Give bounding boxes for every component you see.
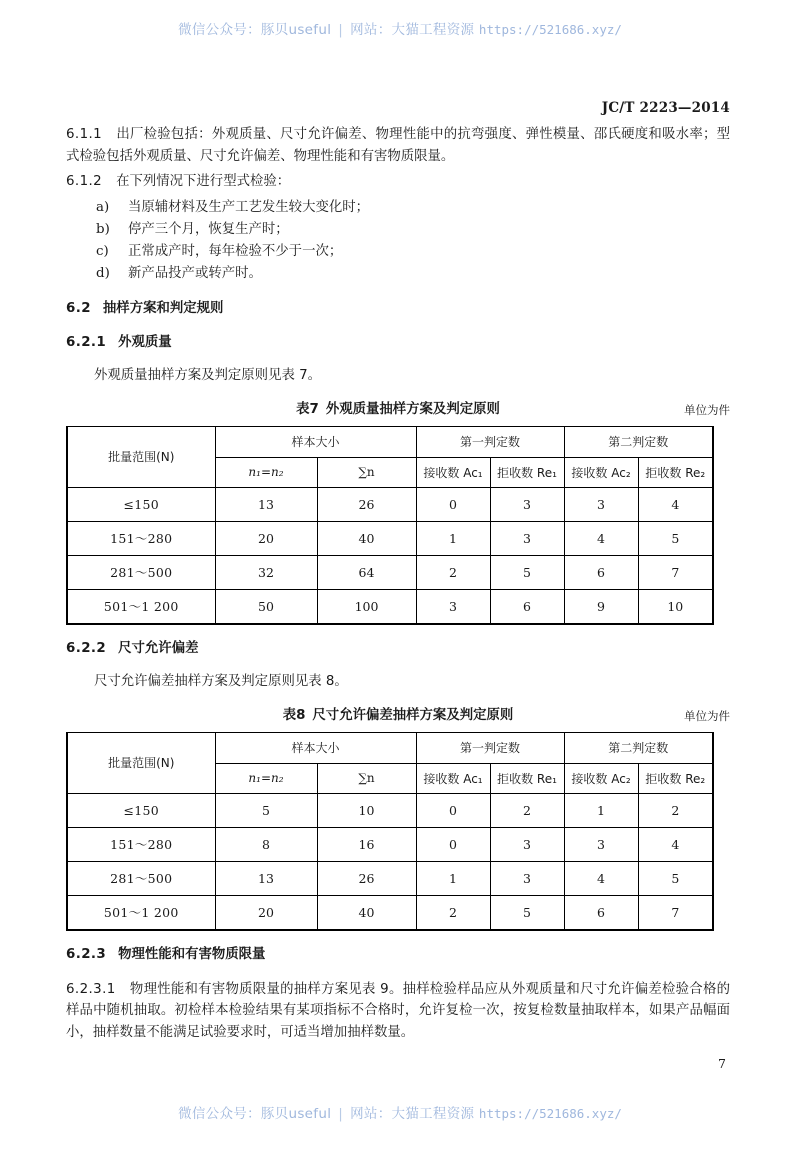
table-8-cell-re1: 3 (490, 861, 564, 895)
table-7-cell-sum: 26 (317, 487, 416, 521)
table-8-cell-sum: 40 (317, 895, 416, 930)
table-row (67, 793, 713, 827)
table-7-header-first-decision: 第一判定数 (416, 426, 564, 457)
watermark-wechat-label: 微信公众号： (178, 22, 261, 38)
clause-6-1-2-number: 6.1.2 (66, 174, 103, 189)
table-8-header-reject-2: 拒收数 Re₂ (638, 763, 713, 793)
table-8-header-reject-1: 拒收数 Re₁ (490, 763, 564, 793)
table-7-cell-re2: 7 (638, 555, 713, 589)
clause-6-1-2 (66, 171, 730, 193)
table-7-header-reject-2: 拒收数 Re₂ (638, 457, 713, 487)
table-8-cell-ac2: 4 (564, 861, 638, 895)
clause-6-1-1-text: 出厂检验包括：外观质量、尺寸允许偏差、物理性能中的抗弯强度、弹性模量、邵氏硬度和吸水率；型式检验包括外观质量、尺寸允许偏差、物理性能和有害物质限量。 (66, 127, 730, 164)
table-7-caption-number: 表7 (296, 401, 319, 417)
table-7 (66, 426, 714, 625)
table-8-caption (66, 706, 730, 726)
table-7-block (66, 400, 730, 625)
table-7-caption-row (66, 400, 730, 422)
heading-6-2-3 (66, 944, 730, 965)
list-item-marker: b) (96, 221, 110, 237)
table-8-header-accept-2: 接收数 Ac₂ (564, 763, 638, 793)
table-8-unit-note: 单位为件 (684, 708, 730, 723)
table-7-cell-re2: 4 (638, 487, 713, 521)
list-item-text: 停产三个月，恢复生产时； (128, 221, 289, 237)
table-7-cell-re2: 5 (638, 521, 713, 555)
document-body (66, 124, 730, 1047)
clause-6-1-1-number: 6.1.1 (66, 127, 103, 142)
list-item-text: 新产品投产或转产时。 (128, 265, 262, 281)
watermark-wechat-label: 微信公众号： (178, 1106, 261, 1122)
table-7-header-sum-n: ∑n (317, 457, 416, 487)
table-row (67, 426, 713, 457)
table-7-cell-re1: 3 (490, 521, 564, 555)
table-7-cell-n: 50 (215, 589, 317, 624)
page-number: 7 (718, 1056, 726, 1071)
watermark-separator: | (338, 22, 344, 38)
table-7-cell-ac2: 4 (564, 521, 638, 555)
table-7-caption (66, 400, 730, 420)
table-8-header-batch-range: 批量范围(N) (67, 732, 215, 793)
table-8-cell-re2: 5 (638, 861, 713, 895)
table-7-cell-range: 501～1 200 (67, 589, 215, 624)
list-item-text: 当原辅材料及生产工艺发生较大变化时； (128, 199, 370, 215)
table-7-cell-sum: 100 (317, 589, 416, 624)
table-8-cell-ac1: 0 (416, 793, 490, 827)
heading-6-2-1 (66, 332, 730, 353)
table-8-cell-ac1: 2 (416, 895, 490, 930)
clause-6-2-1-lead: 外观质量抽样方案及判定原则见表 7。 (94, 367, 322, 383)
table-7-cell-n: 13 (215, 487, 317, 521)
table-row (67, 487, 713, 521)
table-8-cell-ac2: 1 (564, 793, 638, 827)
watermark-site-name: 大猫工程资源 (391, 22, 475, 38)
table-7-cell-re2: 10 (638, 589, 713, 624)
table-8-cell-range: 501～1 200 (67, 895, 215, 930)
table-8-cell-sum: 16 (317, 827, 416, 861)
table-8-cell-re1: 3 (490, 827, 564, 861)
list-item (66, 241, 730, 263)
watermark-wechat-name: 豚贝useful (260, 22, 332, 38)
table-8-cell-range: 281～500 (67, 861, 215, 895)
table-7-cell-re1: 5 (490, 555, 564, 589)
table-7-cell-ac2: 3 (564, 487, 638, 521)
table-8 (66, 732, 714, 931)
heading-6-2-title: 抽样方案和判定规则 (102, 300, 224, 316)
table-8-cell-ac2: 6 (564, 895, 638, 930)
table-8-caption-row (66, 706, 730, 728)
watermark-site-label: 网站： (350, 22, 392, 38)
heading-6-2-number: 6.2 (66, 300, 91, 316)
clause-6-2-3-1-text: 物理性能和有害物质限量的抽样方案见表 9。抽样检验样品应从外观质量和尺寸允许偏差检验合格的样品中随机抽取。初检样本检验结果有某项指标不合格时，允许复检一次，按复检数量抽取样本，如果产品幅面小，抽样数量不能满足试验要求时，可适当增加抽样数量。 (66, 981, 730, 1040)
list-item-marker: d) (96, 265, 110, 281)
table-7-cell-ac2: 9 (564, 589, 638, 624)
table-8-cell-ac1: 0 (416, 827, 490, 861)
table-8-header-sum-n: ∑n (317, 763, 416, 793)
table-row (67, 732, 713, 763)
table-row (67, 555, 713, 589)
standard-identifier: JC/T 2223—2014 (601, 100, 730, 116)
table-8-cell-range: 151～280 (67, 827, 215, 861)
table-7-cell-ac1: 3 (416, 589, 490, 624)
table-row (67, 521, 713, 555)
table-8-cell-n: 8 (215, 827, 317, 861)
clause-6-2-2-lead: 尺寸允许偏差抽样方案及判定原则见表 8。 (94, 673, 348, 689)
table-7-header-second-decision: 第二判定数 (564, 426, 713, 457)
clause-6-2-3-1 (66, 979, 730, 1044)
table-7-header-accept-2: 接收数 Ac₂ (564, 457, 638, 487)
list-item (66, 263, 730, 285)
heading-6-2-3-number: 6.2.3 (66, 946, 107, 962)
table-7-cell-ac1: 0 (416, 487, 490, 521)
table-7-cell-ac2: 6 (564, 555, 638, 589)
table-8-caption-number: 表8 (282, 707, 306, 723)
table-row (67, 827, 713, 861)
table-7-cell-n: 20 (215, 521, 317, 555)
heading-6-2-2-number: 6.2.2 (66, 640, 107, 656)
table-8-cell-re2: 7 (638, 895, 713, 930)
clause-6-1-2-text: 在下列情况下进行型式检验： (116, 174, 291, 189)
table-7-cell-range: ≤150 (67, 487, 215, 521)
heading-6-2 (66, 298, 730, 319)
table-8-cell-ac1: 1 (416, 861, 490, 895)
watermark-url: https://521686.xyz/ (478, 22, 622, 37)
table-8-cell-ac2: 3 (564, 827, 638, 861)
watermark-site-label: 网站： (350, 1106, 392, 1122)
table-7-cell-re1: 3 (490, 487, 564, 521)
table-7-header-n1-n2: n₁=n₂ (215, 457, 317, 487)
list-item-text: 正常成产时，每年检验不少于一次； (128, 243, 343, 259)
list-item (66, 197, 730, 219)
watermark-bottom (0, 1102, 800, 1122)
heading-6-2-2-title: 尺寸允许偏差 (118, 640, 199, 656)
clause-6-1-1 (66, 124, 730, 167)
table-8-cell-sum: 10 (317, 793, 416, 827)
table-row (67, 895, 713, 930)
table-7-cell-ac1: 1 (416, 521, 490, 555)
table-8-block (66, 706, 730, 931)
table-8-cell-re2: 2 (638, 793, 713, 827)
table-8-cell-n: 13 (215, 861, 317, 895)
table-7-cell-re1: 6 (490, 589, 564, 624)
table-8-header-first-decision: 第一判定数 (416, 732, 564, 763)
table-7-cell-n: 32 (215, 555, 317, 589)
list-item-marker: a) (96, 199, 110, 215)
heading-6-2-2 (66, 638, 730, 659)
table-8-cell-re2: 4 (638, 827, 713, 861)
table-7-cell-sum: 64 (317, 555, 416, 589)
table-8-cell-n: 20 (215, 895, 317, 930)
table-7-header-reject-1: 拒收数 Re₁ (490, 457, 564, 487)
table-7-header-accept-1: 接收数 Ac₁ (416, 457, 490, 487)
table-8-header-second-decision: 第二判定数 (564, 732, 713, 763)
table-7-unit-note: 单位为件 (684, 402, 730, 417)
watermark-separator: | (338, 1106, 344, 1122)
list-item-marker: c) (96, 243, 109, 259)
table-8-cell-re1: 2 (490, 793, 564, 827)
table-7-header-batch-range: 批量范围(N) (67, 426, 215, 487)
clause-6-2-3-1-number: 6.2.3.1 (66, 981, 116, 997)
clause-6-1-2-list (66, 197, 730, 285)
table-row (67, 589, 713, 624)
heading-6-2-3-title: 物理性能和有害物质限量 (118, 946, 266, 962)
table-7-header-sample-size: 样本大小 (215, 426, 416, 457)
watermark-site-name: 大猫工程资源 (391, 1106, 475, 1122)
table-8-cell-n: 5 (215, 793, 317, 827)
table-7-cell-sum: 40 (317, 521, 416, 555)
table-7-cell-range: 151～280 (67, 521, 215, 555)
table-8-cell-re1: 5 (490, 895, 564, 930)
table-row (67, 861, 713, 895)
table-7-cell-ac1: 2 (416, 555, 490, 589)
watermark-top (0, 18, 800, 38)
list-item (66, 219, 730, 241)
watermark-wechat-name: 豚贝useful (260, 1106, 332, 1122)
table-7-cell-range: 281～500 (67, 555, 215, 589)
table-8-cell-sum: 26 (317, 861, 416, 895)
table-8-header-n1-n2: n₁=n₂ (215, 763, 317, 793)
table-8-header-sample-size: 样本大小 (215, 732, 416, 763)
table-8-header-accept-1: 接收数 Ac₁ (416, 763, 490, 793)
table-8-caption-title: 尺寸允许偏差抽样方案及判定原则 (312, 707, 514, 723)
table-8-cell-range: ≤150 (67, 793, 215, 827)
table-7-caption-title: 外观质量抽样方案及判定原则 (325, 401, 500, 417)
heading-6-2-1-title: 外观质量 (118, 334, 172, 350)
heading-6-2-1-number: 6.2.1 (66, 334, 107, 350)
watermark-url: https://521686.xyz/ (478, 1106, 622, 1121)
